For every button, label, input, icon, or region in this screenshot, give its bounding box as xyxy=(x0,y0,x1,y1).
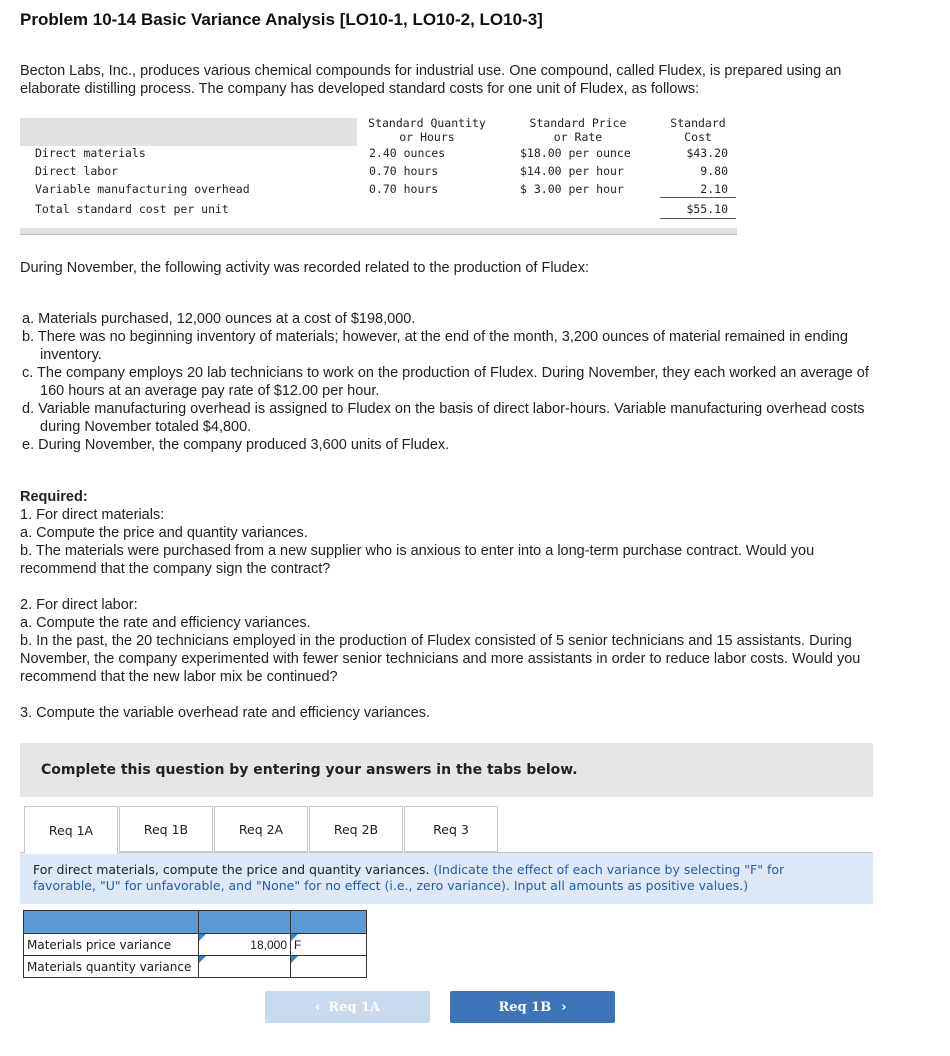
std-table-footer-bar xyxy=(20,228,737,235)
activity-item xyxy=(22,328,947,364)
intro-line-2: elaborate distilling process. The company has developed standard costs for one unit of Fludex, as follows: xyxy=(20,81,700,97)
std-row-qty: 0.70 hours xyxy=(369,164,439,178)
activity-item xyxy=(22,310,947,328)
req-q1a: a. Compute the price and quantity variances. xyxy=(20,525,308,541)
req-q2b-2: November, the company experimented with fewer senior technicians and more assistants in order to reduce labor costs. Would you xyxy=(20,651,861,667)
std-header-price xyxy=(508,116,648,144)
activity-item-text-cont: during November totaled $4,800. xyxy=(40,419,252,435)
effect-select[interactable] xyxy=(291,956,367,978)
activity-intro: During November, the following activity was recorded related to the production of Fludex: xyxy=(20,260,590,276)
table-row xyxy=(24,934,367,956)
tab-req-1a[interactable]: Req 1A xyxy=(24,806,118,854)
activity-item xyxy=(22,400,947,436)
std-header-qty-1: Standard Quantity xyxy=(368,116,486,130)
tab-instruction xyxy=(33,862,863,894)
subtotal-rule xyxy=(660,197,736,198)
activity-item-text: a. Materials purchased, 12,000 ounces at a cost of $198,000. xyxy=(22,311,416,327)
input-marker xyxy=(291,934,298,941)
amount-input[interactable] xyxy=(199,934,291,956)
tab-req-3[interactable]: Req 3 xyxy=(404,806,498,852)
tab-req-2a[interactable]: Req 2A xyxy=(214,806,308,852)
instruction-note-2: favorable, "U" for unfavorable, and "None" for no effect (i.e., zero variance). Input all amounts as positive values.) xyxy=(33,878,749,893)
std-header-price-1: Standard Price xyxy=(529,116,627,130)
page-title: Problem 10-14 Basic Variance Analysis [LO10-1, LO10-2, LO10-3] xyxy=(20,10,543,29)
instruction-main: For direct materials, compute the price and quantity variances. xyxy=(33,862,430,877)
activity-item xyxy=(22,436,947,454)
std-header-price-2: or Rate xyxy=(553,130,603,144)
banner-text: Complete this question by entering your answers in the tabs below. xyxy=(41,762,578,778)
tab-req-2b[interactable]: Req 2B xyxy=(309,806,403,852)
activity-item-text-cont: 160 hours at an average pay rate of $12.00 per hour. xyxy=(40,383,380,399)
effect-value: F xyxy=(294,937,302,952)
header-cell xyxy=(199,911,291,934)
table-row xyxy=(24,956,367,978)
tab-req-1b[interactable]: Req 1B xyxy=(119,806,213,852)
input-marker xyxy=(199,934,206,941)
req-q1: 1. For direct materials: xyxy=(20,507,165,523)
activity-item-text: c. The company employs 20 lab technicians to work on the production of Fludex. During November, they each worked an average of xyxy=(22,365,869,381)
std-header-qty-2: or Hours xyxy=(399,130,455,144)
activity-item-text: d. Variable manufacturing overhead is assigned to Fludex on the basis of direct labor-hours. Variable manufacturing overhead costs xyxy=(22,401,865,417)
std-header-cost xyxy=(660,116,736,144)
req-q2: 2. For direct labor: xyxy=(20,597,138,613)
req-q1b-1: b. The materials were purchased from a new supplier who is anxious to enter into a long-term purchase contract. Would you xyxy=(20,543,815,559)
chevron-left-icon: ‹ xyxy=(314,999,321,1015)
std-row-label: Variable manufacturing overhead xyxy=(35,182,250,196)
std-row-price: $14.00 per hour xyxy=(520,164,624,178)
std-total-label: Total standard cost per unit xyxy=(35,202,229,216)
std-header-cost-2: Cost xyxy=(684,130,712,144)
std-table-shade xyxy=(20,118,357,146)
instruction-banner xyxy=(20,743,873,797)
activity-item xyxy=(22,364,947,400)
row-label: Materials quantity variance xyxy=(24,956,199,978)
activity-item-text: b. There was no beginning inventory of materials; however, at the end of the month, 3,200 ounces of material remained in ending xyxy=(22,329,848,345)
std-row-qty: 0.70 hours xyxy=(369,182,439,196)
prev-button[interactable] xyxy=(265,991,430,1023)
std-header-qty xyxy=(357,116,497,144)
required-heading: Required: xyxy=(20,489,88,505)
next-button-label: Req 1B xyxy=(498,999,552,1015)
instruction-note-1: (Indicate the effect of each variance by selecting "F" for xyxy=(433,862,785,877)
amount-value: 18,000 xyxy=(250,937,287,952)
req-q3: 3. Compute the variable overhead rate and efficiency variances. xyxy=(20,705,431,721)
req-q2b-3: recommend that the new labor mix be continued? xyxy=(20,669,338,685)
std-row-qty: 2.40 ounces xyxy=(369,146,446,160)
std-row-label: Direct materials xyxy=(35,146,146,160)
answer-table xyxy=(23,910,367,978)
effect-select[interactable] xyxy=(291,934,367,956)
std-row-cost: 9.80 xyxy=(700,164,728,178)
req-q2b-1: b. In the past, the 20 technicians employed in the production of Fludex consisted of 5 senior technicians and 15 assistants. During xyxy=(20,633,852,649)
prev-button-label: Req 1A xyxy=(328,999,381,1015)
total-rule xyxy=(660,218,736,219)
input-marker xyxy=(199,956,206,963)
amount-input[interactable] xyxy=(199,956,291,978)
answer-table-header xyxy=(24,911,367,934)
intro-line-1: Becton Labs, Inc., produces various chemical compounds for industrial use. One compound, called Fludex, is prepared using an xyxy=(20,63,842,79)
req-q2a: a. Compute the rate and efficiency variances. xyxy=(20,615,311,631)
activity-item-text-cont: inventory. xyxy=(40,347,102,363)
header-cell xyxy=(291,911,367,934)
std-row-price: $ 3.00 per hour xyxy=(520,182,624,196)
std-total-cost: $55.10 xyxy=(686,202,728,216)
std-row-cost: 2.10 xyxy=(700,182,728,196)
activity-item-text: e. During November, the company produced 3,600 units of Fludex. xyxy=(22,437,450,453)
next-button[interactable] xyxy=(450,991,615,1023)
chevron-right-icon: › xyxy=(561,999,567,1015)
std-row-price: $18.00 per ounce xyxy=(520,146,631,160)
std-header-cost-1: Standard xyxy=(670,116,726,130)
row-label: Materials price variance xyxy=(24,934,199,956)
input-marker xyxy=(291,956,298,963)
header-cell xyxy=(24,911,199,934)
std-row-label: Direct labor xyxy=(35,164,119,178)
req-q1b-2: recommend that the company sign the contract? xyxy=(20,561,331,577)
std-row-cost: $43.20 xyxy=(686,146,728,160)
